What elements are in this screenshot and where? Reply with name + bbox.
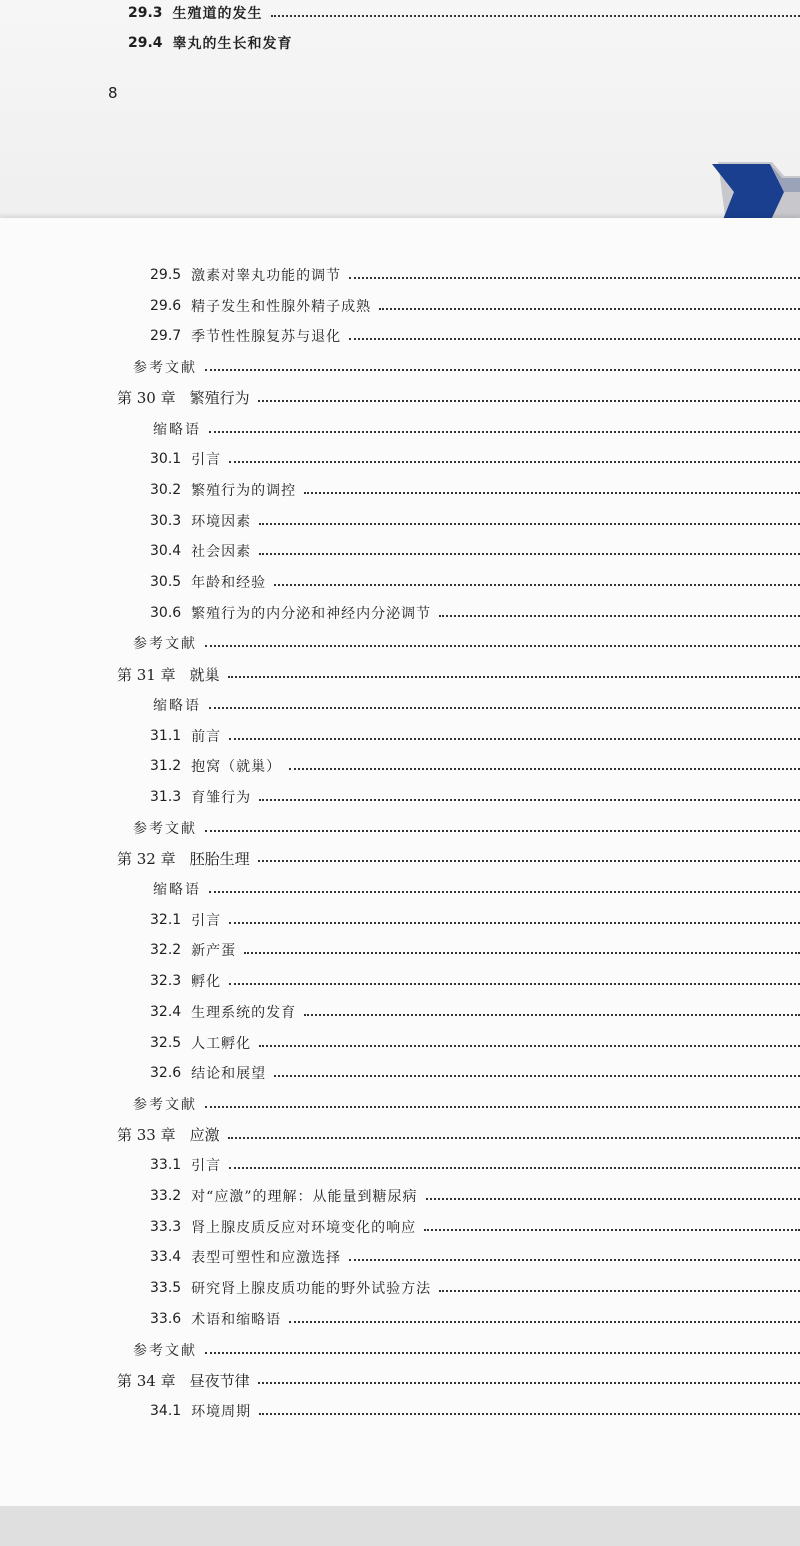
toc-entry-ref xyxy=(0,354,800,380)
dot-leader xyxy=(304,492,800,494)
toc-entry-section xyxy=(0,477,800,503)
section-title: 孵化 xyxy=(191,974,222,991)
section-title: 前言 xyxy=(191,728,222,745)
section-title: 环境因素 xyxy=(191,513,252,530)
toc-entry-section xyxy=(0,323,800,349)
chapter-title: 就巢 xyxy=(189,665,220,684)
section-number: 33.3 xyxy=(150,1218,182,1235)
dot-leader xyxy=(259,799,800,801)
section-number: 31.3 xyxy=(150,788,182,805)
dot-leader xyxy=(439,615,800,617)
toc-entry-section xyxy=(0,446,800,472)
dot-leader xyxy=(258,860,800,862)
section-title: 引言 xyxy=(191,1158,222,1175)
section-number: 29.4 xyxy=(128,35,163,51)
dot-leader xyxy=(259,1413,800,1415)
chapter-title: 胚胎生理 xyxy=(189,849,250,868)
toc-entry-section xyxy=(0,1030,800,1056)
toc-entry-section xyxy=(0,1244,800,1270)
section-number: 30.5 xyxy=(150,574,182,590)
toc-entry-section xyxy=(0,1398,800,1424)
references-label: 参考文献 xyxy=(133,1342,197,1359)
toc-entry-section xyxy=(0,1060,800,1086)
section-number: 32.5 xyxy=(150,1034,182,1051)
section-title: 引言 xyxy=(191,452,222,469)
section-number: 31.2 xyxy=(150,758,182,775)
section-title: 社会因素 xyxy=(191,544,252,561)
toc-entry-section xyxy=(0,508,800,534)
chapter-title: 繁殖行为 xyxy=(189,389,250,408)
references-label: 参考文献 xyxy=(133,820,197,837)
dot-leader xyxy=(349,1259,800,1261)
dot-leader xyxy=(205,830,800,832)
toc-entry-section xyxy=(0,1306,800,1332)
section-number: 33.2 xyxy=(150,1188,182,1204)
section-number: 32.3 xyxy=(150,973,182,990)
section-title: 生殖道的发生 xyxy=(172,6,263,22)
references-label: 参考文献 xyxy=(133,636,197,653)
section-title: 新产蛋 xyxy=(191,943,237,960)
section-number: 34.1 xyxy=(150,1402,182,1419)
section-number: 32.6 xyxy=(150,1065,182,1082)
section-number: 31.1 xyxy=(150,727,182,744)
toc-entry-ref xyxy=(0,815,800,841)
toc-entry-chapter xyxy=(0,1367,800,1393)
section-number: 33.1 xyxy=(150,1157,182,1174)
section-title: 研究肾上腺皮质功能的野外试验方法 xyxy=(191,1281,432,1298)
toc-entry-section xyxy=(0,968,800,994)
dot-leader xyxy=(289,1321,800,1323)
toc-entry-section xyxy=(0,1183,800,1209)
dot-leader xyxy=(229,922,800,924)
dot-leader xyxy=(426,1198,800,1200)
dot-leader xyxy=(259,523,800,525)
section-title: 繁殖行为的调控 xyxy=(191,482,297,499)
dot-leader xyxy=(205,369,800,371)
dot-leader xyxy=(205,1106,800,1108)
dot-leader xyxy=(258,1382,800,1384)
dot-leader xyxy=(228,676,800,678)
dot-leader xyxy=(258,400,800,402)
toc-entry-chapter xyxy=(0,385,800,411)
dot-leader xyxy=(205,1352,800,1354)
references-label: 参考文献 xyxy=(133,1096,197,1113)
toc-entry-ref xyxy=(0,1337,800,1363)
dot-leader xyxy=(229,738,800,740)
toc-entry-section xyxy=(0,937,800,963)
dot-leader xyxy=(349,338,800,340)
toc-entry-section xyxy=(0,907,800,933)
section-title: 结论和展望 xyxy=(191,1066,267,1083)
toc-entry-section xyxy=(0,293,800,319)
chapter-number: 第 31 章 xyxy=(117,665,176,684)
toc-entry-section xyxy=(0,569,800,595)
dot-leader xyxy=(229,461,800,463)
section-number: 30.6 xyxy=(150,604,182,621)
previous-page xyxy=(0,0,800,228)
dot-leader xyxy=(209,431,800,433)
dot-leader xyxy=(209,891,800,893)
toc-entry-abbr xyxy=(0,876,800,902)
references-label: 参考文献 xyxy=(133,360,197,377)
toc-top-entry-1 xyxy=(0,0,800,26)
section-title: 引言 xyxy=(191,912,222,929)
section-title: 激素对睾丸功能的调节 xyxy=(191,268,342,284)
toc-entry-section xyxy=(0,1214,800,1240)
toc-entry-section xyxy=(0,723,800,749)
section-number: 33.4 xyxy=(150,1249,182,1266)
toc-entry-section xyxy=(0,1152,800,1178)
section-title: 人工孵化 xyxy=(191,1035,252,1052)
dot-leader xyxy=(424,1229,800,1231)
section-title: 表型可塑性和应激选择 xyxy=(191,1250,342,1267)
dot-leader xyxy=(274,1075,800,1077)
toc-entry-section xyxy=(0,600,800,626)
chapter-number: 第 34 章 xyxy=(117,1371,176,1390)
dot-leader xyxy=(349,277,800,279)
toc-page xyxy=(0,218,800,1506)
toc-entry-chapter xyxy=(0,661,800,687)
section-title: 生理系统的发育 xyxy=(191,1004,297,1021)
section-number: 30.3 xyxy=(150,512,182,529)
toc-entry-chapter xyxy=(0,1122,800,1148)
section-number: 33.6 xyxy=(150,1310,182,1327)
chapter-number: 第 30 章 xyxy=(117,389,176,408)
section-number: 32.2 xyxy=(150,942,182,959)
section-number: 29.3 xyxy=(128,5,163,21)
dot-leader xyxy=(271,15,800,17)
section-title: 抱窝（就巢） xyxy=(191,759,282,776)
toc-entry-section xyxy=(0,1275,800,1301)
dot-leader xyxy=(244,952,800,954)
chapter-title: 昼夜节律 xyxy=(189,1371,250,1390)
section-title: 术语和缩略语 xyxy=(191,1311,282,1328)
section-number: 33.5 xyxy=(150,1280,182,1297)
toc-entry-chapter xyxy=(0,845,800,871)
section-title: 季节性性腺复苏与退化 xyxy=(191,329,342,346)
page-bottom-edge xyxy=(0,1506,800,1546)
section-title: 环境周期 xyxy=(191,1403,252,1420)
abbreviations-label: 缩略语 xyxy=(153,421,201,438)
dot-leader xyxy=(205,645,800,647)
toc-entry-section xyxy=(0,262,800,288)
section-title: 肾上腺皮质反应对环境变化的响应 xyxy=(191,1219,417,1236)
section-number: 29.7 xyxy=(150,328,182,345)
page-number: 8 xyxy=(108,84,118,102)
dot-leader xyxy=(209,707,800,709)
toc-entry-ref xyxy=(0,1091,800,1117)
dot-leader xyxy=(274,584,800,586)
toc-entry-abbr xyxy=(0,692,800,718)
section-number: 30.4 xyxy=(150,543,182,560)
dot-leader xyxy=(289,768,800,770)
section-number: 30.1 xyxy=(150,451,182,468)
chapter-number: 第 32 章 xyxy=(117,849,176,868)
section-title: 年龄和经验 xyxy=(191,575,267,591)
abbreviations-label: 缩略语 xyxy=(153,697,201,714)
chapter-number: 第 33 章 xyxy=(117,1126,176,1145)
section-number: 29.6 xyxy=(150,297,182,314)
section-number: 30.2 xyxy=(150,481,182,498)
toc-entry-section xyxy=(0,538,800,564)
section-title: 睾丸的生长和发育 xyxy=(172,36,293,52)
toc-entry-abbr xyxy=(0,416,800,442)
dot-leader xyxy=(228,1137,800,1139)
dot-leader xyxy=(259,1045,800,1047)
dot-leader xyxy=(259,553,800,555)
section-title: 对“应激”的理解：从能量到糖尿病 xyxy=(191,1189,418,1205)
abbreviations-label: 缩略语 xyxy=(153,882,201,898)
toc-entry-section xyxy=(0,999,800,1025)
section-title: 精子发生和性腺外精子成熟 xyxy=(191,298,372,315)
dot-leader xyxy=(379,308,800,310)
section-title: 繁殖行为的内分泌和神经内分泌调节 xyxy=(191,605,432,622)
toc-entry-section xyxy=(0,784,800,810)
section-title: 育雏行为 xyxy=(191,789,252,806)
toc-entry-section xyxy=(0,753,800,779)
section-number: 29.5 xyxy=(150,267,182,283)
bookmark-tab-icon xyxy=(712,162,800,224)
section-number: 32.1 xyxy=(150,911,182,928)
dot-leader xyxy=(229,983,800,985)
dot-leader xyxy=(229,1167,800,1169)
dot-leader xyxy=(439,1290,800,1292)
toc-entry-ref xyxy=(0,630,800,656)
chapter-title: 应激 xyxy=(189,1126,220,1145)
dot-leader xyxy=(304,1014,800,1016)
toc-top-entry-2 xyxy=(0,30,800,56)
section-number: 32.4 xyxy=(150,1003,182,1020)
